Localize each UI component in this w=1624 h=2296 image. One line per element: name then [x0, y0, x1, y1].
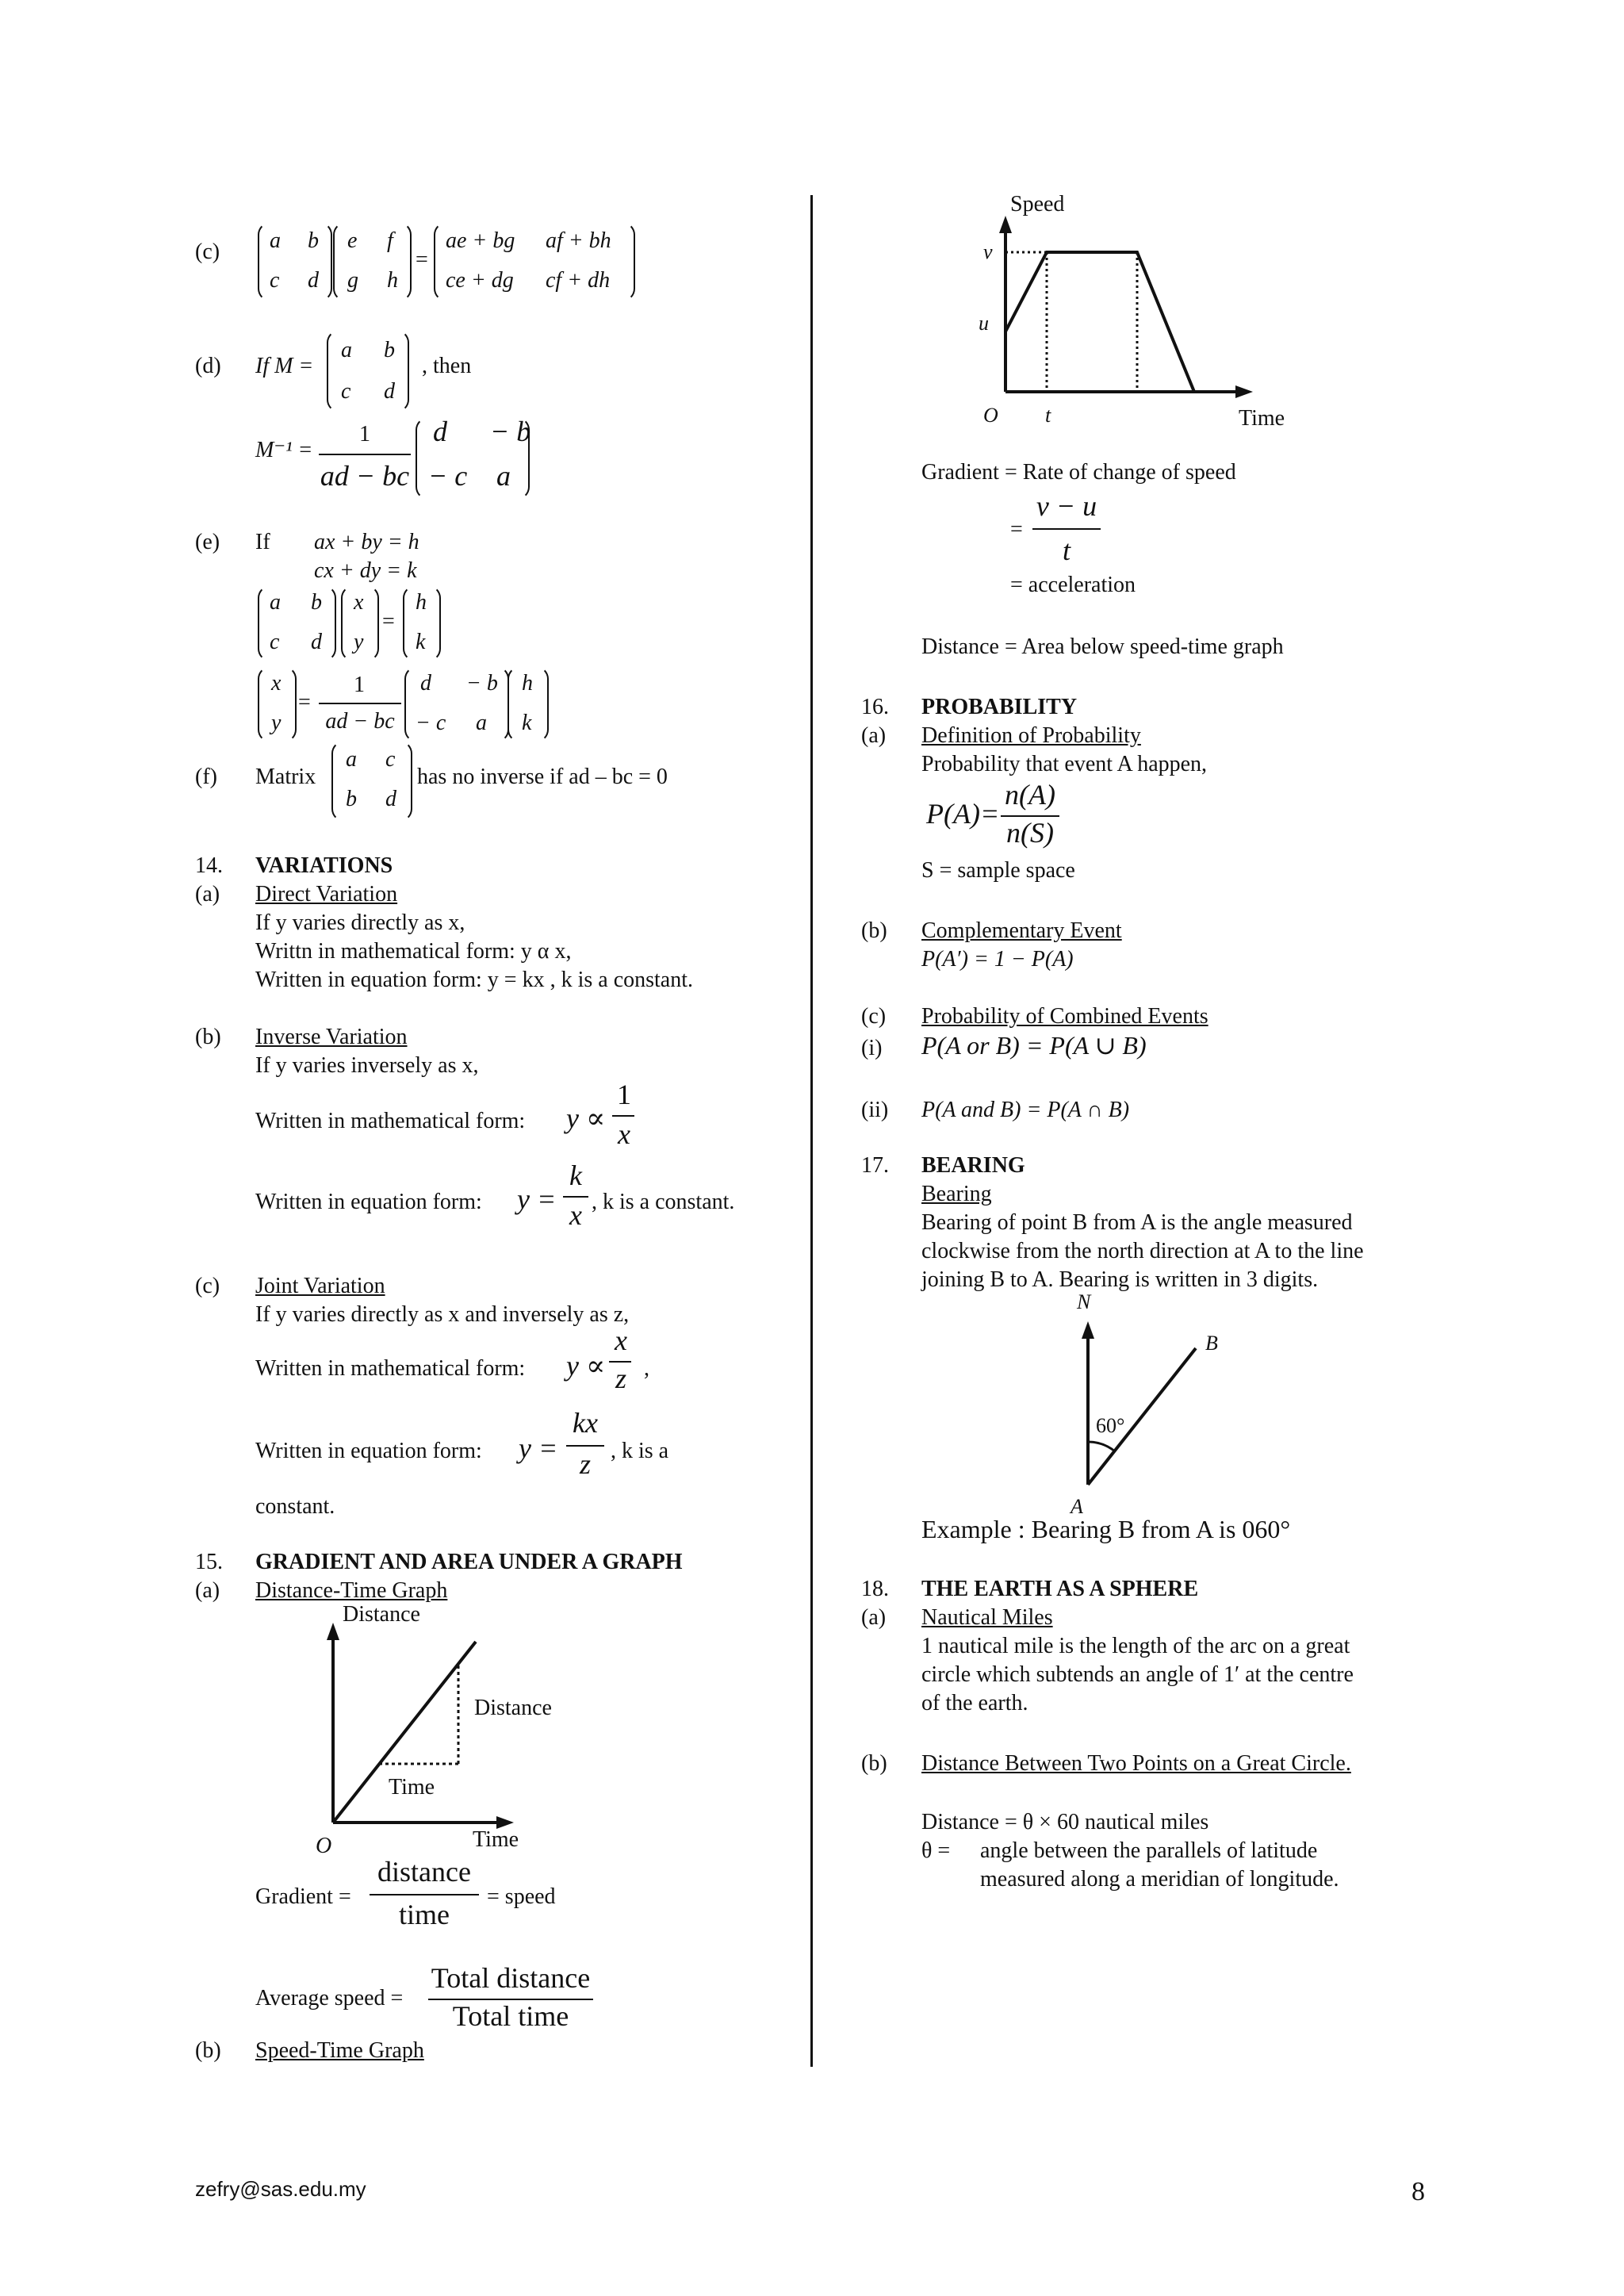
st-v-label: v: [983, 240, 993, 263]
formula-lhs: P(A)=: [926, 798, 1000, 830]
graph-xaxis-label: Time: [473, 1827, 519, 1852]
nautical-miles-heading: Nautical Miles: [921, 1605, 1053, 1630]
matrix-entry: cf + dh: [546, 268, 611, 293]
fraction-denominator: t: [1062, 535, 1071, 566]
if-m-text: If M =: [255, 354, 314, 378]
formula-lhs: y ∝: [566, 1350, 606, 1382]
fraction-numerator: Total distance: [431, 1962, 591, 1994]
item-15a-label: (a): [195, 1578, 220, 1603]
matrix-entry: a: [346, 747, 357, 772]
equals-sign: =: [298, 690, 311, 715]
equals-sign: =: [1010, 517, 1023, 542]
speed-time-heading: Speed-Time Graph: [255, 2038, 424, 2063]
vector-entry: h: [522, 671, 533, 696]
average-speed-lhs: Average speed =: [255, 1986, 404, 2010]
st-u-label: u: [979, 312, 989, 335]
matrix-entry: d: [311, 630, 322, 654]
graph-yaxis-label: Distance: [343, 1602, 420, 1627]
distance-time-heading: Distance-Time Graph: [255, 1578, 448, 1603]
matrix-entry: h: [387, 268, 398, 293]
complementary-formula: P(A′) = 1 − P(A): [921, 947, 1074, 972]
fraction-denominator: ad − bc: [325, 709, 395, 734]
north-label: N: [1077, 1290, 1091, 1313]
gradient-rhs: = speed: [487, 1884, 556, 1909]
matrix-entry: c: [270, 268, 280, 293]
matrix-entry: b: [346, 787, 357, 811]
matrix-entry: − c: [416, 711, 446, 735]
fraction-numerator: v − u: [1036, 490, 1097, 522]
equals-sign: =: [416, 247, 428, 272]
matrix-entry: a: [341, 338, 352, 362]
section-17-number: 17.: [861, 1153, 889, 1178]
inverse-variation-line: Written in equation form:: [255, 1190, 482, 1214]
section-18-title: THE EARTH AS A SPHERE: [921, 1577, 1199, 1601]
vector-entry: y: [271, 711, 282, 735]
direct-variation-line: Writtn in mathematical form: y α x,: [255, 939, 572, 964]
matrix-entry: e: [347, 228, 358, 253]
formula-lhs: y =: [519, 1432, 558, 1464]
gradient-lhs: Gradient =: [255, 1884, 351, 1909]
section-18-number: 18.: [861, 1577, 889, 1601]
then-text: , then: [422, 354, 472, 378]
distance-area-line: Distance = Area below speed-time graph: [921, 634, 1284, 659]
theta-definition: measured along a meridian of longitude.: [980, 1867, 1339, 1892]
fraction-numerator: distance: [377, 1856, 471, 1888]
bearing-line: clockwise from the north direction at A to the line: [921, 1239, 1364, 1263]
item-14c-label: (c): [195, 1274, 220, 1298]
fraction-denominator: Total time: [452, 2000, 569, 2032]
vector-entry: x: [271, 671, 282, 696]
vector-entry: x: [354, 590, 364, 615]
matrix-entry: a: [270, 590, 281, 615]
item-16c-label: (c): [861, 1004, 887, 1029]
matrix-entry: d: [384, 379, 395, 404]
item-18b-label: (b): [861, 1751, 887, 1776]
fraction-denominator: ad − bc: [320, 460, 410, 492]
joint-variation-line: constant.: [255, 1494, 335, 1519]
equation-1: ax + by = h: [314, 530, 419, 554]
matrix-entry: a: [496, 460, 511, 492]
if-text: If: [255, 530, 270, 554]
section-16-number: 16.: [861, 695, 889, 719]
section-16-title: PROBABILITY: [921, 695, 1078, 719]
union-formula: P(A or B) = P(A ∪ B): [921, 1031, 1147, 1060]
matrix-word: Matrix: [255, 765, 316, 789]
matrix-entry: c: [341, 379, 351, 404]
graph-rise-label: Distance: [474, 1696, 552, 1720]
matrix-entry: af + bh: [546, 228, 611, 253]
bearing-example: Example : Bearing B from A is 060°: [921, 1515, 1291, 1543]
intersection-formula: P(A and B) = P(A ∩ B): [921, 1098, 1130, 1122]
matrix-entry: ae + bg: [446, 228, 515, 253]
great-circle-heading: Distance Between Two Points on a Great Circle.: [921, 1751, 1351, 1776]
gradient-speed-line: Gradient = Rate of change of speed: [921, 460, 1236, 485]
fraction-numerator: n(A): [1005, 779, 1055, 811]
item-e-label: (e): [195, 530, 220, 554]
complementary-event-heading: Complementary Event: [921, 918, 1122, 943]
matrix-entry: c: [270, 630, 280, 654]
matrix-entry: b: [311, 590, 322, 615]
inverse-variation-heading: Inverse Variation: [255, 1025, 408, 1049]
great-circle-formula: Distance = θ × 60 nautical miles: [921, 1810, 1209, 1834]
equation-2: cx + dy = k: [314, 558, 417, 583]
matrix-entry: g: [347, 268, 358, 293]
matrix-entry: − c: [428, 460, 468, 492]
item-16cii-label: (ii): [861, 1098, 889, 1122]
joint-variation-line: , k is a: [611, 1439, 669, 1463]
section-15-number: 15.: [195, 1550, 223, 1574]
item-d-label: (d): [195, 354, 221, 378]
fraction-denominator: time: [399, 1899, 450, 1930]
inverse-variation-line: If y varies inversely as x,: [255, 1053, 479, 1078]
theta-definition: angle between the parallels of latitude: [980, 1838, 1318, 1863]
nautical-line: 1 nautical mile is the length of the arc on a great: [921, 1634, 1350, 1658]
item-f-label: (f): [195, 765, 217, 789]
nautical-line: circle which subtends an angle of 1′ at the centre: [921, 1662, 1354, 1687]
joint-variation-line: ,: [644, 1356, 649, 1381]
bearing-line: Bearing of point B from A is the angle measured: [921, 1210, 1353, 1235]
no-inverse-text: has no inverse if ad – bc = 0: [417, 765, 668, 789]
section-17-title: BEARING: [921, 1153, 1025, 1178]
matrix-entry: d: [420, 671, 431, 696]
matrix-entry: d: [433, 416, 447, 447]
item-16a-label: (a): [861, 723, 887, 748]
inverse-variation-line: , k is a constant.: [592, 1190, 735, 1214]
direct-variation-heading: Direct Variation: [255, 882, 398, 907]
fraction-numerator: 1: [359, 422, 370, 447]
footer-email: zefry@sas.edu.my: [195, 2177, 366, 2201]
item-18a-label: (a): [861, 1605, 887, 1630]
joint-variation-line: If y varies directly as x and inversely as z,: [255, 1302, 630, 1327]
equals-sign: =: [382, 609, 395, 634]
direct-variation-line: Written in equation form: y = kx , k is a constant.: [255, 968, 694, 992]
st-xaxis-label: Time: [1239, 406, 1285, 431]
matrix-entry: − b: [490, 416, 531, 447]
graph-run-label: Time: [389, 1775, 435, 1800]
fraction-denominator: x: [618, 1118, 630, 1150]
fraction-denominator: z: [579, 1448, 591, 1480]
section-14-title: VARIATIONS: [255, 853, 393, 878]
matrix-entry: − b: [466, 671, 498, 696]
section-14-number: 14.: [195, 853, 223, 878]
graph-origin: O: [316, 1834, 332, 1858]
matrix-entry: a: [476, 711, 487, 735]
page-number: 8: [1411, 2177, 1425, 2206]
vector-entry: k: [416, 630, 426, 654]
formula-lhs: y ∝: [566, 1102, 606, 1134]
matrix-entry: d: [308, 268, 319, 293]
theta-label: θ =: [921, 1838, 951, 1863]
vector-entry: k: [522, 711, 532, 735]
point-a-label: A: [1071, 1495, 1083, 1518]
vector-entry: h: [416, 590, 427, 615]
matrix-entry: b: [384, 338, 395, 362]
point-b-label: B: [1205, 1332, 1218, 1355]
fraction-numerator: kx: [573, 1407, 598, 1439]
matrix-entry: d: [385, 787, 396, 811]
matrix-entry: c: [385, 747, 396, 772]
st-origin: O: [983, 404, 998, 427]
joint-variation-line: Written in mathematical form:: [255, 1356, 526, 1381]
fraction-denominator: x: [569, 1199, 582, 1231]
probability-line: Probability that event A happen,: [921, 752, 1208, 776]
matrix-entry: b: [308, 228, 319, 253]
st-t-label: t: [1045, 404, 1051, 427]
fraction-numerator: k: [569, 1159, 582, 1191]
fraction-numerator: 1: [354, 673, 365, 697]
probability-definition-heading: Definition of Probability: [921, 723, 1141, 748]
fraction-numerator: 1: [617, 1079, 631, 1110]
matrix-entry: f: [387, 228, 393, 253]
item-15b-label: (b): [195, 2038, 221, 2063]
formula-lhs: y =: [517, 1183, 557, 1215]
matrix-entry: ce + dg: [446, 268, 514, 293]
item-c-label: (c): [195, 240, 220, 264]
section-15-title: GRADIENT AND AREA UNDER A GRAPH: [255, 1550, 683, 1574]
joint-variation-heading: Joint Variation: [255, 1274, 385, 1298]
acceleration-line: = acceleration: [1010, 573, 1136, 597]
matrix-entry: a: [270, 228, 281, 253]
item-14a-label: (a): [195, 882, 220, 907]
item-14b-label: (b): [195, 1025, 221, 1049]
st-yaxis-label: Speed: [1010, 192, 1065, 217]
direct-variation-line: If y varies directly as x,: [255, 910, 465, 935]
joint-variation-line: Written in equation form:: [255, 1439, 482, 1463]
angle-label: 60°: [1096, 1414, 1125, 1437]
fraction-denominator: n(S): [1006, 817, 1054, 849]
nautical-line: of the earth.: [921, 1691, 1028, 1715]
bearing-line: joining B to A. Bearing is written in 3 digits.: [921, 1267, 1319, 1292]
inverse-variation-line: Written in mathematical form:: [255, 1109, 526, 1133]
vector-entry: y: [354, 630, 364, 654]
fraction-numerator: x: [615, 1324, 627, 1356]
combined-events-heading: Probability of Combined Events: [921, 1004, 1208, 1029]
bearing-heading: Bearing: [921, 1182, 992, 1206]
item-16ci-label: (i): [861, 1036, 883, 1060]
item-16b-label: (b): [861, 918, 887, 943]
fraction-denominator: z: [615, 1363, 626, 1394]
sample-space-line: S = sample space: [921, 858, 1075, 883]
m-inverse-lhs: M⁻¹ =: [255, 438, 313, 462]
